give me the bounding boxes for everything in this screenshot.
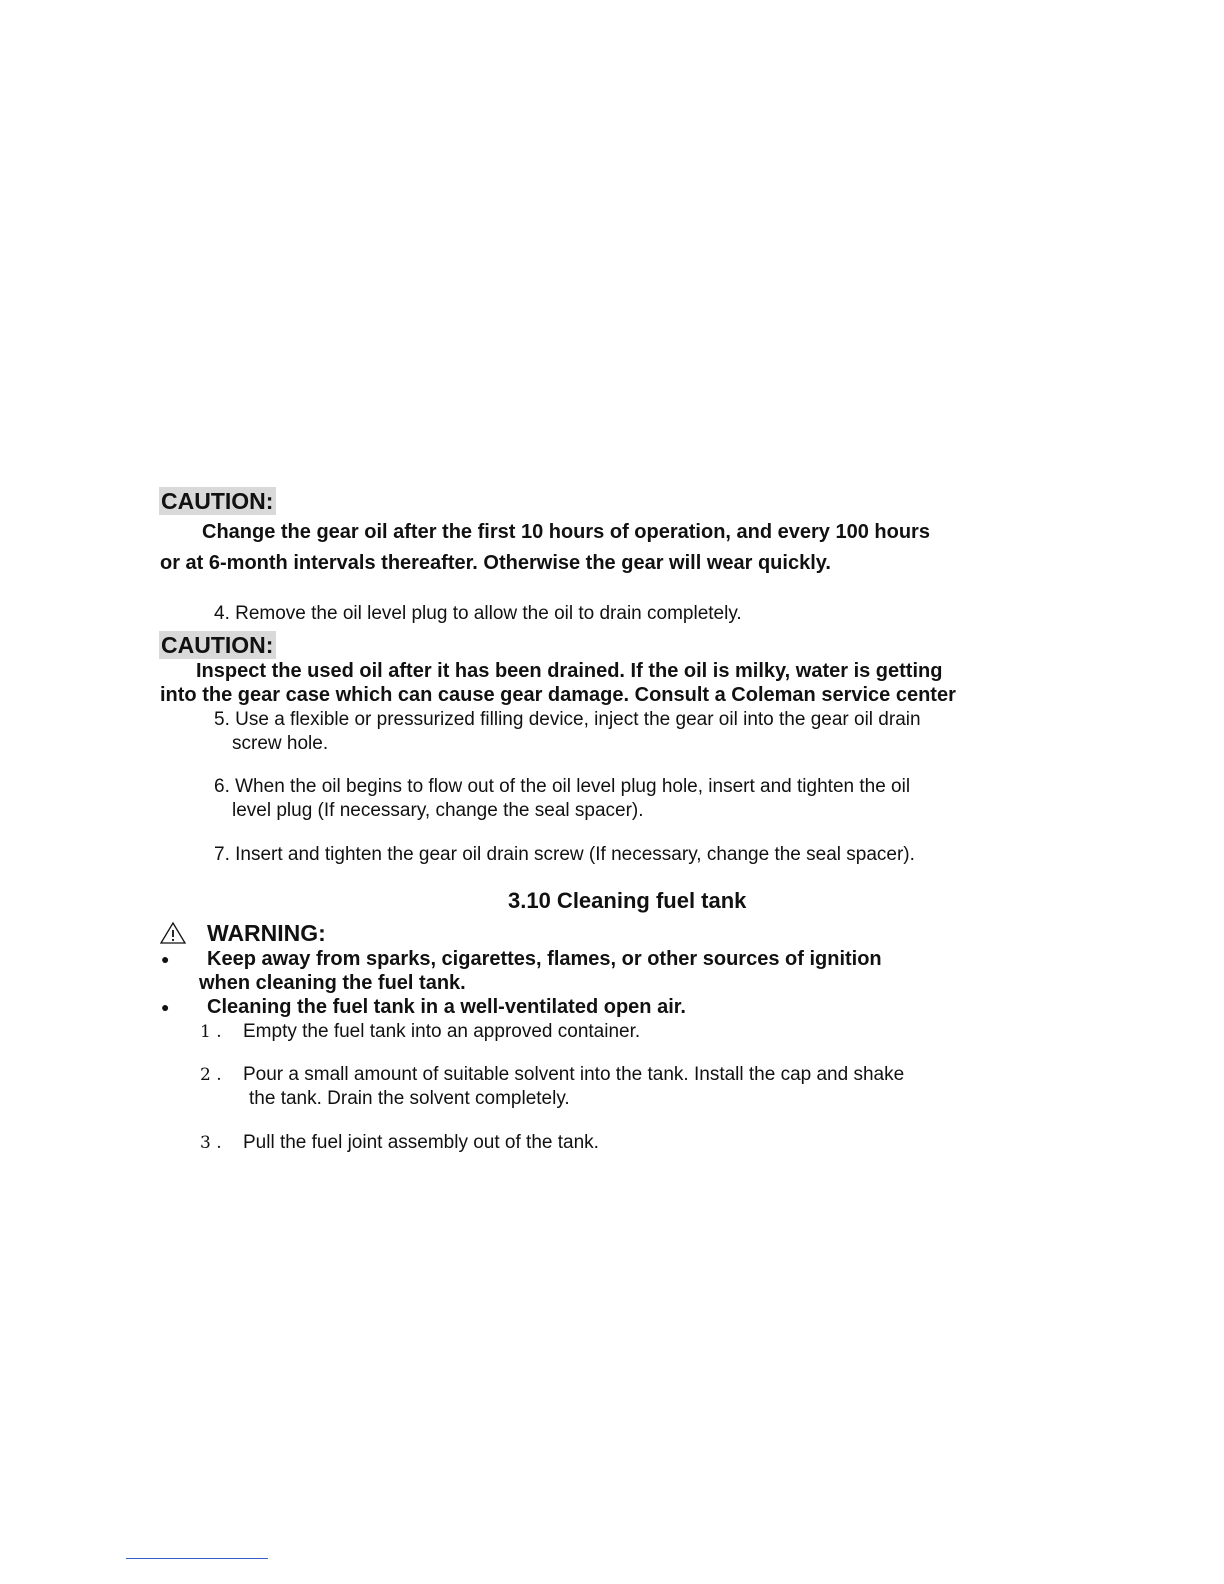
caution-2-line-2: into the gear case which can cause gear damage. Consult a Coleman service center bbox=[160, 684, 956, 706]
fuel-step-1-line-1: Empty the fuel tank into an approved container. bbox=[243, 1021, 641, 1042]
bullet-dot-2: ● bbox=[161, 999, 170, 1015]
fuel-step-1-number: 1 . bbox=[200, 1022, 222, 1042]
fuel-step-3-line-1: Pull the fuel joint assembly out of the tank. bbox=[243, 1132, 599, 1153]
warning-label: WARNING: bbox=[207, 920, 326, 946]
step-5-line-2: screw hole. bbox=[232, 733, 329, 754]
warning-bullet-1-line-2: when cleaning the fuel tank. bbox=[199, 972, 466, 994]
warning-bullet-2-line-1: Cleaning the fuel tank in a well-ventilated open air. bbox=[207, 996, 686, 1018]
caution-2-line-1: Inspect the used oil after it has been drained. If the oil is milky, water is getting bbox=[196, 660, 943, 682]
caution-label-1: CAUTION: bbox=[159, 487, 276, 515]
step-6-line-1: 6. When the oil begins to flow out of the oil level plug hole, insert and tighten the oil bbox=[214, 776, 911, 797]
fuel-step-2-line-1: Pour a small amount of suitable solvent into the tank. Install the cap and shake bbox=[243, 1064, 905, 1085]
section-title: 3.10 Cleaning fuel tank bbox=[508, 888, 747, 913]
step-6-line-2: level plug (If necessary, change the seal spacer). bbox=[232, 800, 644, 821]
bullet-dot-1: ● bbox=[161, 951, 170, 967]
warning-triangle-icon bbox=[159, 921, 187, 945]
caution-1-line-2: or at 6-month intervals thereafter. Otherwise the gear will wear quickly. bbox=[160, 552, 831, 574]
warning-bullet-1-line-1: Keep away from sparks, cigarettes, flames, or other sources of ignition bbox=[207, 948, 882, 970]
caution-label-2: CAUTION: bbox=[159, 631, 276, 659]
step-5-line-1: 5. Use a flexible or pressurized filling device, inject the gear oil into the gear oil drain bbox=[214, 709, 921, 730]
step-7: 7. Insert and tighten the gear oil drain screw (If necessary, change the seal spacer). bbox=[214, 844, 915, 865]
caution-1-line-1: Change the gear oil after the first 10 hours of operation, and every 100 hours bbox=[202, 521, 930, 543]
fuel-step-2-line-2: the tank. Drain the solvent completely. bbox=[249, 1088, 570, 1109]
footnote-separator bbox=[126, 1558, 268, 1559]
fuel-step-2-number: 2 . bbox=[200, 1065, 222, 1085]
step-4: 4. Remove the oil level plug to allow the oil to drain completely. bbox=[214, 603, 742, 624]
fuel-step-3-number: 3 . bbox=[200, 1133, 222, 1153]
